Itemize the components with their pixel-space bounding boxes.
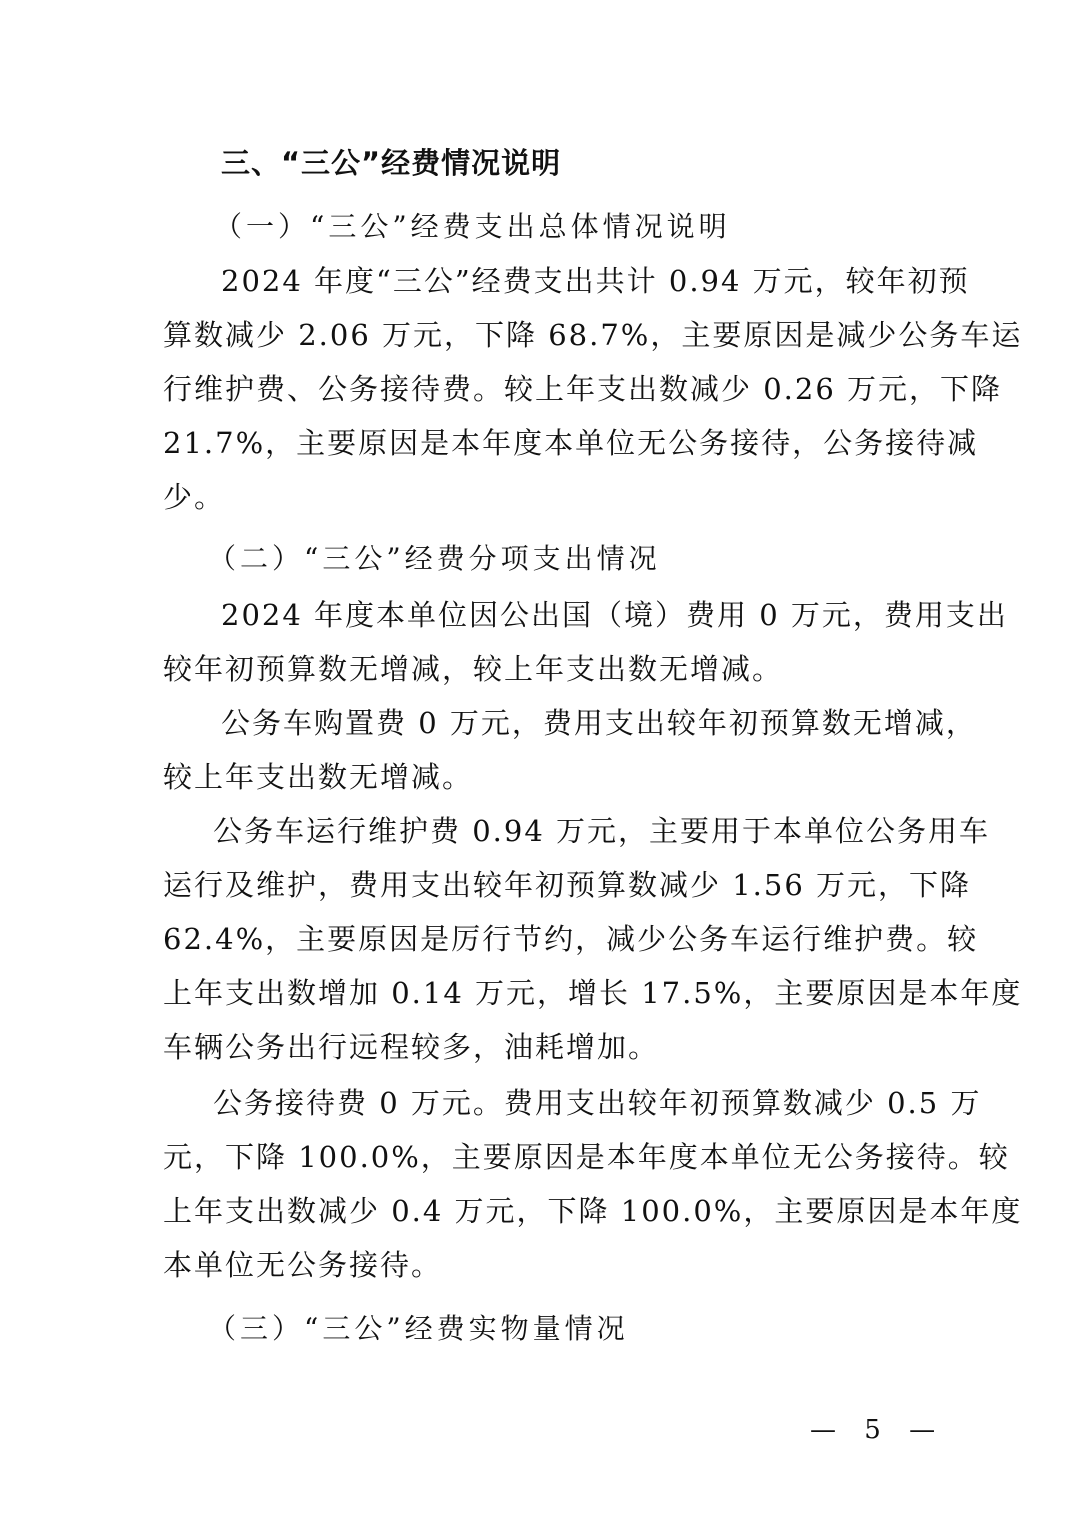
paragraph-line: 较上年支出数无增减。 xyxy=(163,760,474,794)
paragraph-vehicle-maintenance xyxy=(163,804,1023,1074)
paragraph-line: 本单位无公务接待。 xyxy=(163,1248,443,1282)
paragraph-line: 公务车运行维护费 0.94 万元，主要用于本单位公务用车 xyxy=(213,814,991,848)
paragraph-line: 62.4%，主要原因是厉行节约，减少公务车运行维护费。较 xyxy=(163,922,979,956)
paragraph-line: 车辆公务出行远程较多，油耗增加。 xyxy=(163,1030,660,1064)
paragraph-overseas xyxy=(163,588,1008,696)
paragraph-reception xyxy=(163,1076,1023,1292)
subheading-itemized: （二）“三公”经费分项支出情况 xyxy=(208,542,661,575)
paragraph-line: 2024 年度“三公”经费支出共计 0.94 万元，较年初预 xyxy=(221,264,970,298)
paragraph-line: 公务接待费 0 万元。费用支出较年初预算数减少 0.5 万 xyxy=(213,1086,982,1120)
paragraph-line: 运行及维护，费用支出较年初预算数减少 1.56 万元，下降 xyxy=(163,868,972,902)
paragraph-line: 上年支出数减少 0.4 万元，下降 100.0%，主要原因是本年度 xyxy=(163,1194,1023,1228)
paragraph-line: 较年初预算数无增减，较上年支出数无增减。 xyxy=(163,652,784,686)
subheading-physical-quantity: （三）“三公”经费实物量情况 xyxy=(208,1312,629,1345)
paragraph-line: 2024 年度本单位因公出国（境）费用 0 万元，费用支出 xyxy=(221,598,1008,632)
paragraph-line: 元，下降 100.0%，主要原因是本年度本单位无公务接待。较 xyxy=(163,1140,1010,1174)
section-heading: 三、“三公”经费情况说明 xyxy=(221,146,562,180)
paragraph-overall xyxy=(163,254,1023,524)
paragraph-vehicle-purchase xyxy=(163,696,977,804)
page-number: — 5 — xyxy=(810,1415,946,1445)
paragraph-line: 21.7%，主要原因是本年度本单位无公务接待，公务接待减 xyxy=(163,426,979,460)
subheading-overall: （一）“三公”经费支出总体情况说明 xyxy=(214,210,731,243)
paragraph-line: 算数减少 2.06 万元，下降 68.7%，主要原因是减少公务车运 xyxy=(163,318,1023,352)
paragraph-line: 少。 xyxy=(163,480,226,514)
paragraph-line: 公务车购置费 0 万元，费用支出较年初预算数无增减， xyxy=(221,706,977,740)
paragraph-line: 上年支出数增加 0.14 万元，增长 17.5%，主要原因是本年度 xyxy=(163,976,1023,1010)
paragraph-line: 行维护费、公务接待费。较上年支出数减少 0.26 万元，下降 xyxy=(163,372,1003,406)
